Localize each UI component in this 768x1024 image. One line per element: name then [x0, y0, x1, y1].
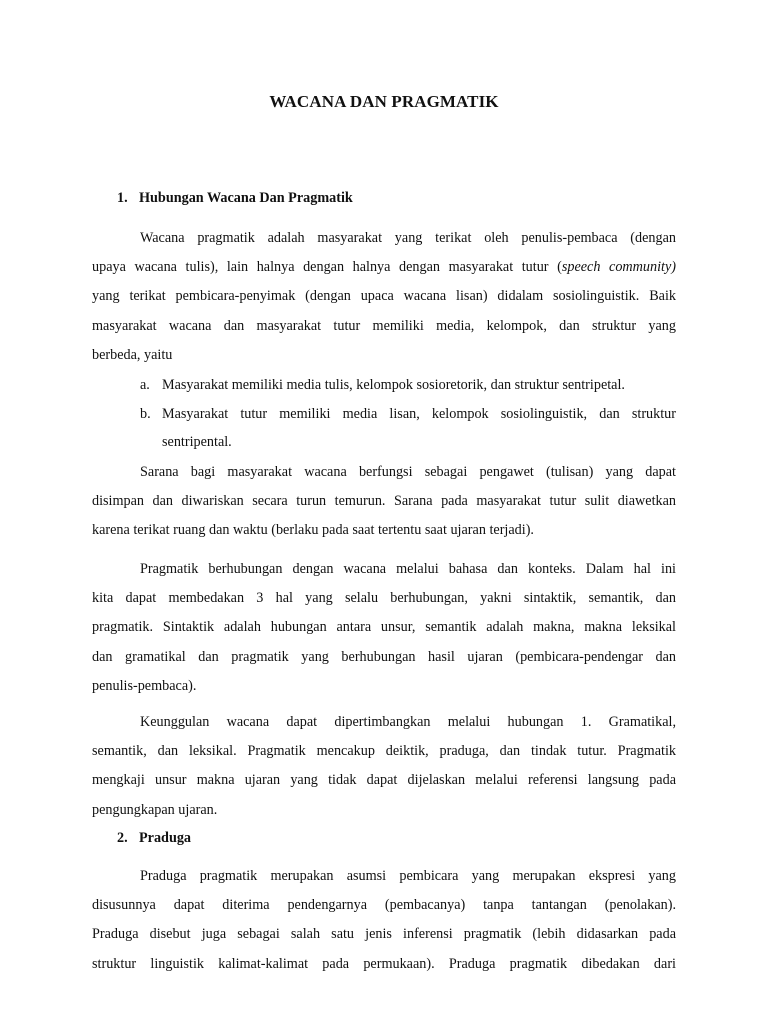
paragraph-line: masyarakat wacana dan masyarakat tutur memiliki media, kelompok, dan struktur yang — [92, 317, 676, 334]
paragraph-line: disusunnya dapat diterima pendengarnya (pembacanya) tanpa tantangan (penolakan). — [92, 897, 676, 914]
list-item — [140, 400, 676, 456]
paragraph-line: Pragmatik berhubungan dengan wacana melalui bahasa dan konteks. Dalam hal ini — [140, 561, 676, 577]
list-item-text: Masyarakat memiliki media tulis, kelompok sosioretorik, dan struktur sentripetal. — [162, 377, 625, 393]
section-2-title: Praduga — [139, 830, 192, 846]
paragraph-line: Praduga disebut juga sebagai salah satu jenis inferensi pragmatik (lebih didasarkan pada — [92, 926, 676, 943]
section-1-paragraph-4 — [92, 708, 676, 825]
paragraph-line: pragmatik. Sintaktik adalah hubungan antara unsur, semantik adalah makna, makna leksikal — [92, 619, 676, 636]
paragraph-line-text: upaya wacana tulis), lain halnya dengan halnya dengan masyarakat tutur ( — [92, 259, 562, 276]
paragraph-line: penulis-pembaca). — [92, 677, 197, 694]
document-title: WACANA DAN PRAGMATIK — [269, 92, 499, 111]
paragraph-line: Keunggulan wacana dapat dipertimbangkan melalui hubungan 1. Gramatikal, — [140, 714, 676, 730]
list-item-text: Masyarakat tutur memiliki media lisan, kelompok sosiolinguistik, dan struktur — [162, 406, 676, 422]
section-2-heading — [117, 830, 191, 847]
paragraph-line: dan gramatikal dan pragmatik yang berhubungan hasil ujaran (pembicara-pendengar dan — [92, 648, 676, 665]
paragraph-line: struktur linguistik kalimat-kalimat pada permukaan). Praduga pragmatik dibedakan dari — [92, 955, 676, 972]
section-1-title: Hubungan Wacana Dan Pragmatik — [139, 190, 353, 206]
section-1-list — [140, 371, 676, 456]
paragraph-line — [92, 253, 676, 282]
paragraph-line: yang terikat pembicara-penyimak (dengan upaca wacana lisan) didalam sosiolinguistik. Baik — [92, 288, 676, 305]
section-1-number: 1. — [117, 190, 128, 206]
paragraph-line: mengkaji unsur makna ujaran yang tidak dapat dijelaskan melalui referensi langsung pada — [92, 772, 676, 789]
paragraph-line: berbeda, yaitu — [92, 346, 173, 363]
paragraph-line: disimpan dan diwariskan secara turun temurun. Sarana pada masyarakat tutur sulit diawetkan — [92, 493, 676, 510]
paragraph-line: semantik, dan leksikal. Pragmatik mencakup deiktik, praduga, dan tindak tutur. Pragmatik — [92, 743, 676, 760]
list-item — [140, 371, 676, 399]
section-2-paragraph-1 — [92, 862, 676, 979]
list-marker: a. — [140, 377, 150, 393]
paragraph-line: kita dapat membedakan 3 hal yang selalu berhubungan, yakni sintaktik, semantik, dan — [92, 590, 676, 607]
list-item-text: sentripental. — [162, 434, 232, 450]
section-1-paragraph-2 — [92, 458, 676, 546]
paragraph-line: Sarana bagi masyarakat wacana berfungsi sebagai pengawet (tulisan) yang dapat — [140, 464, 676, 480]
paragraph-line: karena terikat ruang dan waktu (berlaku pada saat tertentu saat ujaran terjadi). — [92, 522, 534, 539]
section-1-heading — [117, 190, 353, 207]
emphasis-speech-community: speech community) — [561, 259, 676, 276]
section-1-paragraph-3 — [92, 555, 676, 701]
paragraph-line: Praduga pragmatik merupakan asumsi pembicara yang merupakan ekspresi yang — [140, 868, 676, 884]
section-2-number: 2. — [117, 830, 128, 846]
paragraph-line: Wacana pragmatik adalah masyarakat yang terikat oleh penulis-pembaca (dengan — [140, 230, 676, 246]
section-1-paragraph-1 — [92, 224, 676, 370]
list-marker: b. — [140, 406, 151, 422]
paragraph-line: pengungkapan ujaran. — [92, 801, 218, 818]
